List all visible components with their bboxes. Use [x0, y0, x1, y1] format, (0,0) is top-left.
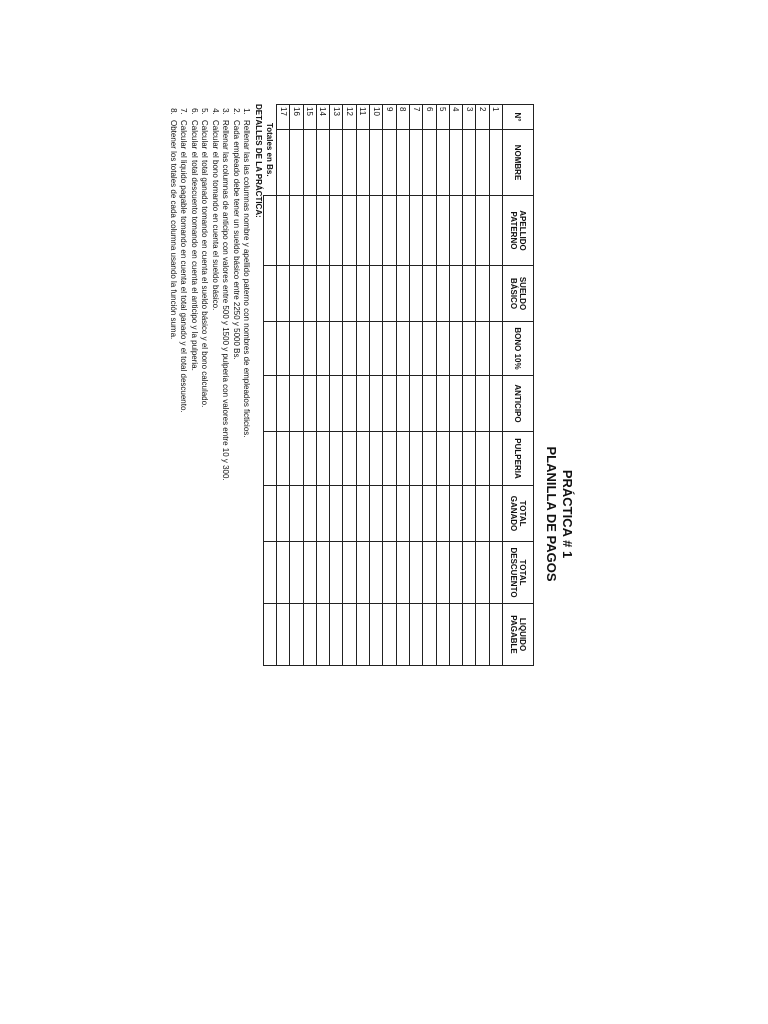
- total-cell: [263, 542, 276, 604]
- table-cell: [343, 266, 356, 322]
- table-cell: [436, 196, 449, 266]
- table-cell: [409, 130, 422, 196]
- table-cell: [330, 432, 343, 486]
- table-cell: [290, 196, 303, 266]
- table-cell: [409, 322, 422, 376]
- table-row: [449, 105, 462, 666]
- row-number: 8: [396, 105, 409, 130]
- table-cell: [409, 376, 422, 432]
- table-cell: [396, 486, 409, 542]
- table-cell: [276, 130, 289, 196]
- table-cell: [396, 322, 409, 376]
- table-row: [489, 105, 502, 666]
- table-cell: [356, 486, 369, 542]
- table-cell: [489, 266, 502, 322]
- header-advance: ANTICIPO: [503, 376, 534, 432]
- table-cell: [343, 130, 356, 196]
- table-cell: [370, 542, 383, 604]
- table-cell: [303, 322, 316, 376]
- table-cell: [476, 130, 489, 196]
- table-cell: [409, 432, 422, 486]
- table-cell: [436, 130, 449, 196]
- table-cell: [383, 604, 396, 666]
- table-cell: [316, 266, 329, 322]
- table-cell: [423, 376, 436, 432]
- table-cell: [303, 542, 316, 604]
- details-item: 4. Calcular el bono tomando en cuenta el sueldo básico.: [210, 117, 221, 624]
- row-number: 10: [370, 105, 383, 130]
- table-cell: [476, 322, 489, 376]
- table-cell: [383, 486, 396, 542]
- table-cell: [370, 196, 383, 266]
- table-cell: [370, 604, 383, 666]
- table-cell: [489, 432, 502, 486]
- table-cell: [383, 196, 396, 266]
- table-cell: [276, 376, 289, 432]
- table-cell: [356, 130, 369, 196]
- details-item: 6. Calcular el total descuento tomando en cuenta el anticipo y la pulperia.: [189, 117, 200, 624]
- table-cell: [356, 542, 369, 604]
- table-cell: [343, 432, 356, 486]
- table-cell: [276, 322, 289, 376]
- table-cell: [276, 542, 289, 604]
- table-cell: [436, 542, 449, 604]
- table-row: [396, 105, 409, 666]
- table-cell: [476, 376, 489, 432]
- payroll-table: [263, 104, 534, 666]
- table-cell: [383, 432, 396, 486]
- table-cell: [449, 604, 462, 666]
- table-cell: [423, 196, 436, 266]
- table-cell: [303, 266, 316, 322]
- table-cell: [463, 266, 476, 322]
- table-cell: [276, 486, 289, 542]
- table-cell: [383, 542, 396, 604]
- table-cell: [449, 322, 462, 376]
- details-item: 8. Obtener los totales de cada columna usando la función suma.: [168, 117, 179, 624]
- table-cell: [356, 604, 369, 666]
- table-cell: [476, 542, 489, 604]
- table-row: [383, 105, 396, 666]
- table-cell: [489, 376, 502, 432]
- header-basic-salary: SUELDO BÁSICO: [503, 266, 534, 322]
- table-cell: [396, 266, 409, 322]
- table-cell: [396, 542, 409, 604]
- table-row: [409, 105, 422, 666]
- header-name: NOMBRE: [503, 130, 534, 196]
- table-cell: [356, 432, 369, 486]
- table-cell: [330, 376, 343, 432]
- table-cell: [370, 432, 383, 486]
- table-cell: [316, 376, 329, 432]
- total-cell: [263, 196, 276, 266]
- details-item: 3. Rellenar las columnas de anticipo con valores entre 500 y 1500 y pulperia con valores entre 10 y 300.: [220, 117, 231, 624]
- row-number: 9: [383, 105, 396, 130]
- table-row: [343, 105, 356, 666]
- table-cell: [476, 604, 489, 666]
- table-row: [436, 105, 449, 666]
- table-cell: [290, 486, 303, 542]
- table-cell: [463, 486, 476, 542]
- header-number: N°: [503, 105, 534, 130]
- row-number: 12: [343, 105, 356, 130]
- table-cell: [303, 604, 316, 666]
- total-cell: [263, 266, 276, 322]
- document-page: [135, 14, 575, 1014]
- table-cell: [463, 604, 476, 666]
- table-cell: [396, 604, 409, 666]
- row-number: 2: [476, 105, 489, 130]
- table-cell: [303, 376, 316, 432]
- totals-label: Totales en Bs.: [265, 122, 275, 177]
- table-cell: [276, 604, 289, 666]
- table-cell: [423, 486, 436, 542]
- table-cell: [436, 604, 449, 666]
- table-cell: [489, 322, 502, 376]
- table-row: [276, 105, 289, 666]
- table-cell: [383, 266, 396, 322]
- table-row: [303, 105, 316, 666]
- table-cell: [356, 266, 369, 322]
- table-cell: [330, 486, 343, 542]
- table-cell: [489, 196, 502, 266]
- practice-number: PRÁCTICA # 1: [560, 469, 575, 559]
- practice-details: [168, 104, 264, 624]
- table-cell: [316, 196, 329, 266]
- table-cell: [449, 266, 462, 322]
- header-surname: APELLIDO PATERNO: [503, 196, 534, 266]
- table-cell: [303, 130, 316, 196]
- row-number: 17: [276, 105, 289, 130]
- table-cell: [449, 130, 462, 196]
- totals-row: [263, 105, 276, 666]
- table-row: [476, 105, 489, 666]
- table-cell: [370, 266, 383, 322]
- table-cell: [290, 432, 303, 486]
- table-cell: [476, 432, 489, 486]
- table-cell: [423, 432, 436, 486]
- table-cell: [330, 266, 343, 322]
- table-cell: [290, 130, 303, 196]
- table-cell: [370, 486, 383, 542]
- table-cell: [396, 376, 409, 432]
- table-cell: [396, 432, 409, 486]
- table-cell: [449, 486, 462, 542]
- table-row: [463, 105, 476, 666]
- table-row: [330, 105, 343, 666]
- table-cell: [343, 486, 356, 542]
- table-cell: [423, 130, 436, 196]
- table-cell: [436, 486, 449, 542]
- total-cell: [263, 322, 276, 376]
- row-number: 13: [330, 105, 343, 130]
- table-cell: [370, 376, 383, 432]
- table-cell: [343, 604, 356, 666]
- table-cell: [343, 322, 356, 376]
- table-cell: [463, 432, 476, 486]
- table-cell: [276, 266, 289, 322]
- table-cell: [409, 542, 422, 604]
- table-cell: [356, 322, 369, 376]
- table-row: [370, 105, 383, 666]
- table-cell: [463, 322, 476, 376]
- table-cell: [370, 322, 383, 376]
- total-cell: [263, 486, 276, 542]
- sheet-title: PLANILLA DE PAGOS: [544, 446, 559, 582]
- details-item: 7. Calcular el liquido pagable tomando en cuenta el total ganado y el total descuento.: [178, 117, 189, 624]
- table-cell: [489, 486, 502, 542]
- table-cell: [409, 196, 422, 266]
- details-item: 1. Rellenar las las columnas nombre y apellido paterno con nombres de empleados ficticios.: [241, 117, 252, 624]
- table-cell: [409, 486, 422, 542]
- header-total-earned: TOTAL GANADO: [503, 486, 534, 542]
- table-cell: [449, 542, 462, 604]
- table-cell: [290, 266, 303, 322]
- table-cell: [463, 196, 476, 266]
- table-cell: [290, 542, 303, 604]
- table-cell: [449, 196, 462, 266]
- row-number: 11: [356, 105, 369, 130]
- table-cell: [383, 322, 396, 376]
- row-number: 7: [409, 105, 422, 130]
- details-item: 5. Calcular el total ganado tomando en cuenta el sueldo básico y el bono calculado.: [199, 117, 210, 624]
- table-cell: [316, 322, 329, 376]
- table-cell: [316, 130, 329, 196]
- table-cell: [476, 266, 489, 322]
- table-cell: [356, 376, 369, 432]
- table-cell: [343, 196, 356, 266]
- table-cell: [436, 266, 449, 322]
- row-number: 6: [423, 105, 436, 130]
- table-cell: [276, 196, 289, 266]
- document-title: [543, 14, 575, 1014]
- table-cell: [290, 376, 303, 432]
- table-cell: [370, 130, 383, 196]
- header-bonus: BONO 10%: [503, 322, 534, 376]
- header-total-discount: TOTAL DESCUENTO: [503, 542, 534, 604]
- table-row: [356, 105, 369, 666]
- table-cell: [330, 542, 343, 604]
- row-number: 14: [316, 105, 329, 130]
- table-cell: [409, 266, 422, 322]
- table-cell: [330, 196, 343, 266]
- table-cell: [489, 542, 502, 604]
- header-net-pay: LIQUIDO PAGABLE: [503, 604, 534, 666]
- row-number: 16: [290, 105, 303, 130]
- table-row: [290, 105, 303, 666]
- table-cell: [463, 130, 476, 196]
- table-cell: [330, 604, 343, 666]
- details-item: 2. Cada empleado debe tener un sueldo básico entre 2250 y 5000 Bs.: [231, 117, 242, 624]
- table-cell: [343, 542, 356, 604]
- total-cell: [263, 604, 276, 666]
- header-row: [503, 105, 534, 666]
- table-cell: [316, 542, 329, 604]
- table-row: [423, 105, 436, 666]
- row-number: 3: [463, 105, 476, 130]
- table-cell: [436, 376, 449, 432]
- table-cell: [436, 322, 449, 376]
- table-cell: [303, 486, 316, 542]
- table-cell: [489, 130, 502, 196]
- table-cell: [383, 376, 396, 432]
- table-cell: [383, 130, 396, 196]
- total-cell: [263, 432, 276, 486]
- table-cell: [303, 432, 316, 486]
- total-cell: [263, 376, 276, 432]
- table-cell: [423, 542, 436, 604]
- row-number: 4: [449, 105, 462, 130]
- table-cell: [356, 196, 369, 266]
- table-cell: [423, 266, 436, 322]
- table-cell: [396, 130, 409, 196]
- table-cell: [343, 376, 356, 432]
- table-cell: [449, 376, 462, 432]
- table-cell: [316, 432, 329, 486]
- row-number: 1: [489, 105, 502, 130]
- details-title: DETALLES DE LA PRÁCTICA:: [254, 104, 263, 218]
- table-cell: [276, 432, 289, 486]
- table-cell: [463, 542, 476, 604]
- table-cell: [396, 196, 409, 266]
- details-list: [168, 104, 252, 624]
- table-cell: [316, 604, 329, 666]
- row-number: 5: [436, 105, 449, 130]
- table-cell: [330, 322, 343, 376]
- table-body: [263, 105, 502, 666]
- table-cell: [423, 604, 436, 666]
- table-cell: [290, 604, 303, 666]
- table-cell: [436, 432, 449, 486]
- table-cell: [330, 130, 343, 196]
- table-cell: [316, 486, 329, 542]
- header-pulperia: PULPERIA: [503, 432, 534, 486]
- table-cell: [463, 376, 476, 432]
- table-cell: [409, 604, 422, 666]
- table-cell: [489, 604, 502, 666]
- table-cell: [476, 486, 489, 542]
- table-cell: [449, 432, 462, 486]
- table-cell: [476, 196, 489, 266]
- table-cell: [423, 322, 436, 376]
- row-number: 15: [303, 105, 316, 130]
- table-cell: [303, 196, 316, 266]
- table-row: [316, 105, 329, 666]
- table-cell: [290, 322, 303, 376]
